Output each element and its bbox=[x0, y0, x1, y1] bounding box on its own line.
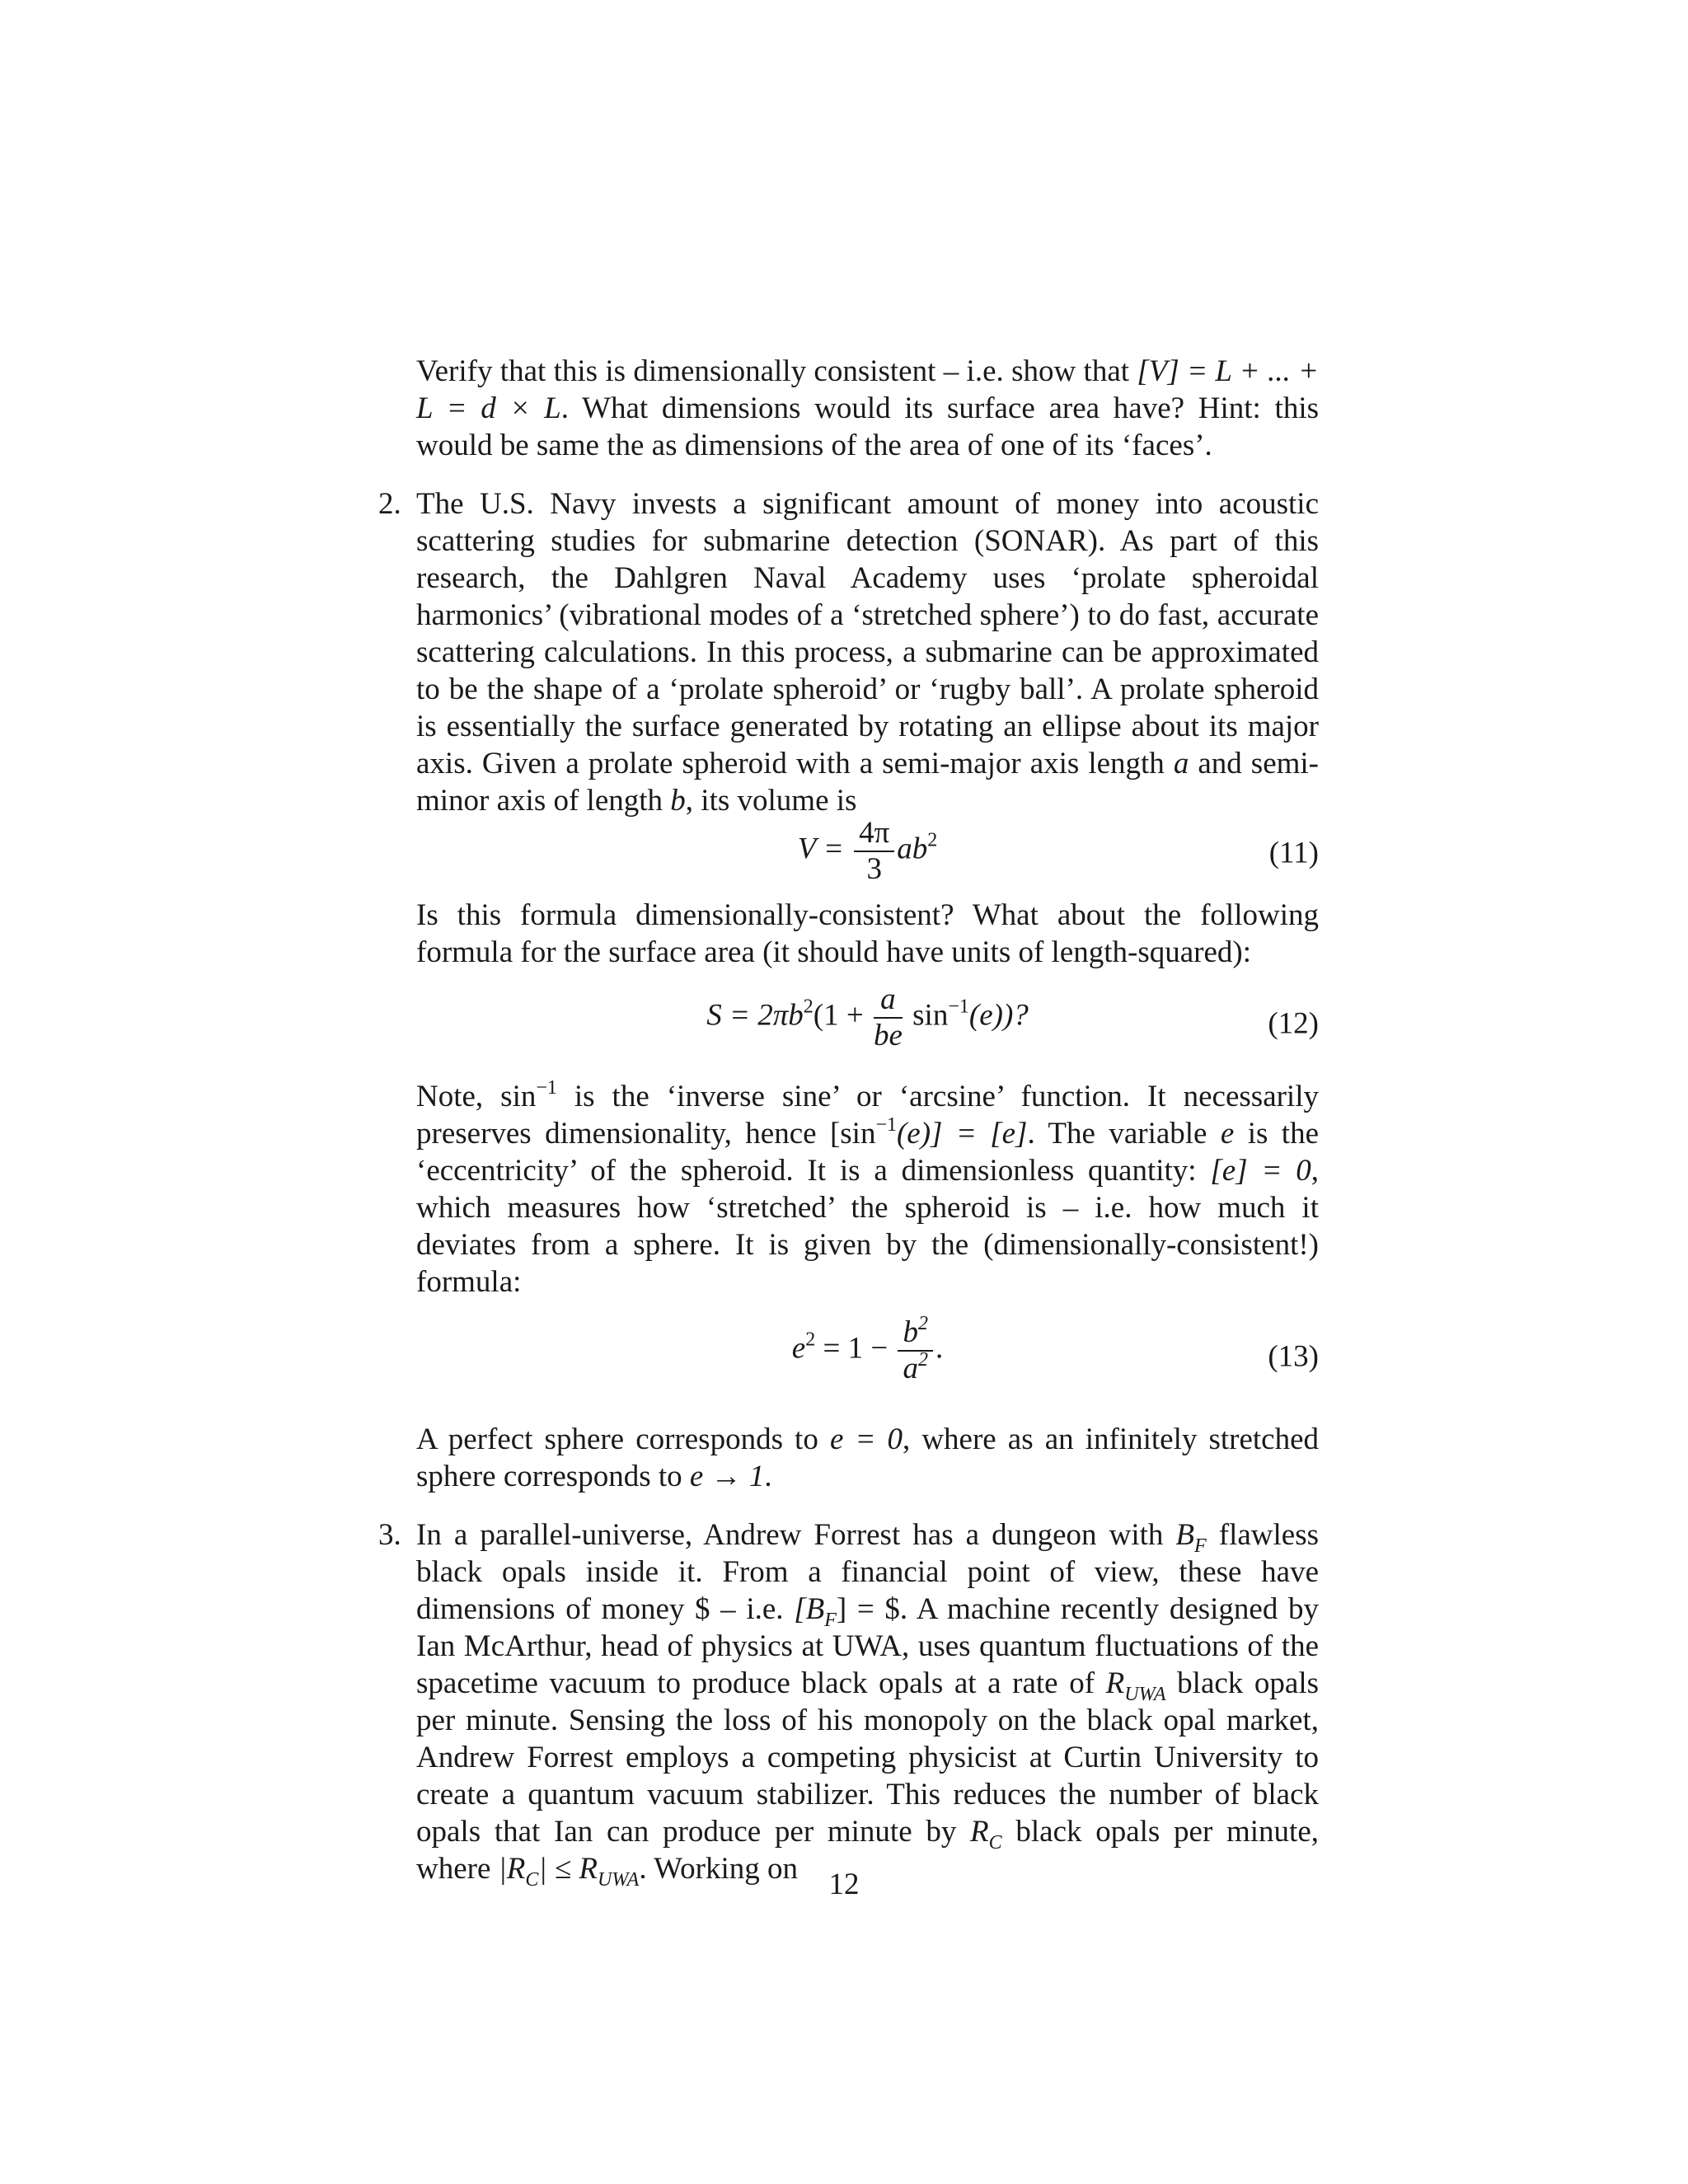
math-inline: [e] = 0 bbox=[1210, 1154, 1311, 1188]
exponent: 2 bbox=[927, 829, 938, 851]
text: . Working on bbox=[639, 1852, 798, 1886]
math-inline: e = 0 bbox=[829, 1422, 903, 1456]
subscript: F bbox=[824, 1610, 837, 1631]
exponent: 2 bbox=[917, 1349, 928, 1371]
numerator: a bbox=[874, 982, 903, 1019]
equation-number: (12) bbox=[1268, 1006, 1319, 1041]
math-inline: R bbox=[1105, 1666, 1125, 1700]
subscript: C bbox=[525, 1869, 539, 1891]
denominator-base: a bbox=[903, 1352, 918, 1385]
function-name: sin bbox=[912, 998, 949, 1033]
list-number: 2. bbox=[378, 487, 401, 521]
equation-number: (11) bbox=[1268, 836, 1319, 870]
page-content bbox=[378, 353, 1320, 1891]
text: and semi-minor axis of length bbox=[416, 747, 1320, 818]
equation-lhs: e bbox=[791, 1331, 806, 1366]
equation-13 bbox=[416, 1315, 1319, 1398]
math-inline: [sin bbox=[829, 1117, 876, 1151]
paragraph bbox=[416, 1078, 1319, 1301]
exponent: 2 bbox=[805, 1329, 816, 1351]
math-inline: R bbox=[970, 1815, 989, 1849]
equation-lhs: S = 2πb bbox=[706, 998, 804, 1033]
denominator bbox=[898, 1349, 933, 1386]
math-inline: [V] = L + ... + L = d × L bbox=[416, 354, 1319, 425]
text: flawless black opals inside it. From a financial point of view, these have dimensions of money $ – i.e. bbox=[416, 1518, 1319, 1626]
math-inline: sin bbox=[500, 1080, 537, 1113]
math-inline: [B bbox=[794, 1592, 825, 1626]
text: . What dimensions would its surface area have? Hint: this would be same the as dimensions of the area of one of its ‘faces’. bbox=[416, 391, 1319, 462]
equation-lhs: V = bbox=[797, 832, 844, 866]
math-inline: e bbox=[1220, 1117, 1235, 1151]
numerator: 4π bbox=[854, 816, 894, 852]
intro-paragraph bbox=[416, 353, 1319, 464]
fraction bbox=[854, 816, 894, 887]
denominator: be bbox=[873, 1019, 903, 1052]
exponent: −1 bbox=[948, 996, 969, 1018]
denominator: 3 bbox=[866, 852, 882, 886]
text: black opals per minute. Sensing the loss of his monopoly on the black opal market, Andrew Forrest employs a competing physicist at Curtin University to create a quantum vacuum stabilizer. This reduces the number of black opals that Ian can produce per minute by bbox=[416, 1666, 1319, 1849]
subscript: F bbox=[1194, 1535, 1207, 1557]
equation-number: (13) bbox=[1268, 1339, 1319, 1374]
text: black opals per minute, where bbox=[416, 1815, 1320, 1886]
subscript: C bbox=[988, 1832, 1002, 1854]
text: , where as an infinitely stretched sphere corresponds to bbox=[416, 1422, 1319, 1493]
math-inline: e → 1 bbox=[689, 1460, 765, 1493]
text: , its volume is bbox=[685, 784, 857, 818]
text: is the ‘eccentricity’ of the spheroid. It is a dimensionless quantity: bbox=[416, 1117, 1319, 1188]
list-item-3 bbox=[378, 1516, 1320, 1891]
paragraph bbox=[416, 1421, 1319, 1495]
list-number: 3. bbox=[378, 1518, 401, 1552]
math-inline: b bbox=[670, 784, 686, 818]
fraction bbox=[898, 1315, 933, 1386]
numerator-base: b bbox=[903, 1315, 918, 1349]
exponent: 2 bbox=[803, 996, 814, 1018]
list-item-2 bbox=[378, 485, 1320, 1495]
page-number: 12 bbox=[828, 1868, 860, 1901]
math-inline: | ≤ R bbox=[538, 1852, 598, 1886]
text: A perfect sphere corresponds to bbox=[416, 1422, 830, 1456]
text: Verify that this is dimensionally consistent – i.e. show that bbox=[416, 354, 1137, 388]
exponent: 2 bbox=[917, 1313, 928, 1334]
math-inline: |R bbox=[498, 1852, 526, 1886]
math-inline: B bbox=[1175, 1518, 1195, 1552]
fraction bbox=[874, 982, 903, 1053]
exponent: −1 bbox=[875, 1114, 897, 1136]
equation-rhs: (e))? bbox=[968, 998, 1029, 1033]
text: . bbox=[764, 1460, 772, 1493]
paragraph bbox=[416, 1516, 1320, 1891]
text: . A machine recently designed by Ian McArthur, head of physics at UWA, uses quantum fluctuations of the spacetime vacuum to produce black opals at a rate of bbox=[416, 1592, 1319, 1700]
text: Note, bbox=[416, 1080, 501, 1113]
equation-part: = 1 − bbox=[815, 1331, 889, 1366]
text: The U.S. Navy invests a significant amount of money into acoustic scattering studies for submarine detection (SONAR). As part of this research, the Dahlgren Naval Academy uses ‘prolate spheroidal harmonics’ (vibrational modes of a ‘stretched sphere’) to do fast, accurate scattering calculations. In this process, a submarine can be approximated to be the shape of a ‘prolate spheroid’ or ‘rugby ball’. A prolate spheroid is essentially the surface generated by rotating an ellipse about its major axis. Given a prolate spheroid with a semi-major axis length bbox=[416, 487, 1319, 780]
numerator bbox=[898, 1315, 933, 1352]
subscript: UWA bbox=[1124, 1684, 1166, 1705]
math-inline: ] = $ bbox=[836, 1592, 900, 1626]
text: , which measures how ‘stretched’ the spheroid is – i.e. how much it deviates from a sphere. It is given by the (dimensionally-consistent!) formula: bbox=[416, 1154, 1319, 1299]
text: is the ‘inverse sine’ or ‘arcsine’ function. It necessarily preserves dimensionality, hence bbox=[416, 1080, 1319, 1151]
equation-11 bbox=[416, 816, 1319, 890]
subscript: UWA bbox=[598, 1869, 640, 1891]
text: In a parallel-universe, Andrew Forrest has a dungeon with bbox=[416, 1518, 1176, 1552]
math-inline: (e)] = [e] bbox=[896, 1117, 1028, 1151]
exponent: −1 bbox=[536, 1077, 557, 1099]
paragraph bbox=[416, 485, 1319, 819]
equation-12 bbox=[416, 982, 1319, 1065]
paragraph: Is this formula dimensionally-consistent? What about the following formula for the surface area (it should have units of length-squared): bbox=[416, 898, 1319, 969]
math-inline: a bbox=[1173, 747, 1189, 780]
equation-part: (1 + bbox=[813, 998, 864, 1033]
equation-rhs: ab bbox=[897, 832, 928, 866]
equation-end: . bbox=[935, 1331, 944, 1366]
text: . The variable bbox=[1027, 1117, 1221, 1151]
